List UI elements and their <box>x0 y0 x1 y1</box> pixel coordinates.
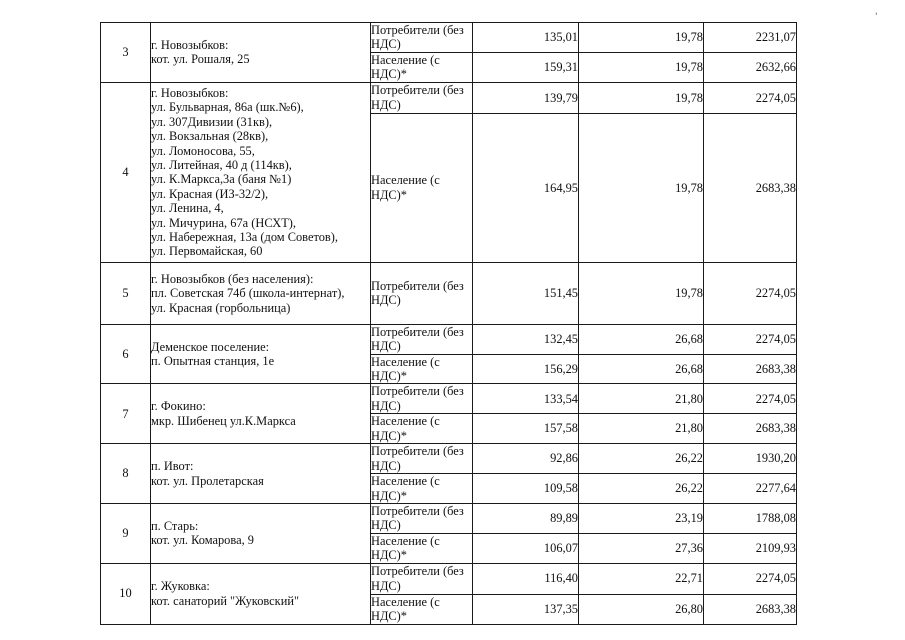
address-cell: п. Старь: кот. ул. Комарова, 9 <box>151 504 371 564</box>
value-cell: 23,19 <box>579 504 704 534</box>
table-row <box>101 324 797 354</box>
row-number: 6 <box>101 324 151 384</box>
value-cell: 2231,07 <box>704 23 797 53</box>
value-cell: 26,68 <box>579 354 704 384</box>
address-cell: г. Новозыбков: кот. ул. Рошаля, 25 <box>151 23 371 83</box>
tariff-table <box>100 22 797 625</box>
table-row <box>101 444 797 474</box>
scan-speck: ' <box>875 12 878 22</box>
row-number: 4 <box>101 82 151 262</box>
row-number: 9 <box>101 504 151 564</box>
value-cell: 116,40 <box>473 563 579 594</box>
value-cell: 19,78 <box>579 262 704 324</box>
value-cell: 19,78 <box>579 52 704 82</box>
row-number: 3 <box>101 23 151 83</box>
category-cell: Потребители (без НДС) <box>371 23 473 53</box>
value-cell: 2274,05 <box>704 262 797 324</box>
value-cell: 139,79 <box>473 82 579 113</box>
value-cell: 26,80 <box>579 594 704 624</box>
category-cell: Население (с НДС)* <box>371 113 473 262</box>
category-cell: Население (с НДС)* <box>371 533 473 563</box>
table-row <box>101 82 797 113</box>
value-cell: 2274,05 <box>704 324 797 354</box>
value-cell: 1788,08 <box>704 504 797 534</box>
value-cell: 2277,64 <box>704 474 797 504</box>
category-cell: Потребители (без НДС) <box>371 504 473 534</box>
category-cell: Потребители (без НДС) <box>371 563 473 594</box>
value-cell: 19,78 <box>579 23 704 53</box>
row-number: 7 <box>101 384 151 444</box>
category-cell: Потребители (без НДС) <box>371 82 473 113</box>
value-cell: 2683,38 <box>704 414 797 444</box>
value-cell: 2683,38 <box>704 354 797 384</box>
value-cell: 2274,05 <box>704 82 797 113</box>
address-cell: г. Новозыбков (без населения): пл. Советская 74б (школа-интернат), ул. Красная (горбольница) <box>151 262 371 324</box>
value-cell: 27,36 <box>579 533 704 563</box>
row-number: 5 <box>101 262 151 324</box>
value-cell: 109,58 <box>473 474 579 504</box>
value-cell: 26,22 <box>579 444 704 474</box>
value-cell: 21,80 <box>579 384 704 414</box>
table-row <box>101 262 797 324</box>
value-cell: 26,68 <box>579 324 704 354</box>
category-cell: Потребители (без НДС) <box>371 262 473 324</box>
category-cell: Население (с НДС)* <box>371 474 473 504</box>
value-cell: 21,80 <box>579 414 704 444</box>
category-cell: Потребители (без НДС) <box>371 324 473 354</box>
value-cell: 19,78 <box>579 113 704 262</box>
value-cell: 133,54 <box>473 384 579 414</box>
value-cell: 2109,93 <box>704 533 797 563</box>
table-row <box>101 504 797 534</box>
value-cell: 106,07 <box>473 533 579 563</box>
table-row <box>101 384 797 414</box>
category-cell: Потребители (без НДС) <box>371 444 473 474</box>
table-row <box>101 563 797 594</box>
value-cell: 26,22 <box>579 474 704 504</box>
value-cell: 132,45 <box>473 324 579 354</box>
category-cell: Население (с НДС)* <box>371 354 473 384</box>
value-cell: 2632,66 <box>704 52 797 82</box>
value-cell: 2274,05 <box>704 563 797 594</box>
category-cell: Население (с НДС)* <box>371 52 473 82</box>
value-cell: 151,45 <box>473 262 579 324</box>
value-cell: 2683,38 <box>704 113 797 262</box>
value-cell: 137,35 <box>473 594 579 624</box>
row-number: 8 <box>101 444 151 504</box>
address-cell: г. Новозыбков: ул. Бульварная, 86а (шк.№6), ул. 307Дивизии (31кв), ул. Вокзальная (28кв), ул. Ломоносова, 55, ул. Литейная, 40 д (114кв), ул. К.Маркса,3а (баня №1) ул. Красная (ИЗ-32/2), ул. Ленина, 4, ул. Мичурина, 67а (НСХТ), ул. Набережная, 13а (дом Советов), ул. Первомайская, 60 <box>151 82 371 262</box>
value-cell: 92,86 <box>473 444 579 474</box>
address-cell: п. Ивот: кот. ул. Пролетарская <box>151 444 371 504</box>
value-cell: 157,58 <box>473 414 579 444</box>
value-cell: 164,95 <box>473 113 579 262</box>
value-cell: 2274,05 <box>704 384 797 414</box>
address-cell: г. Жуковка: кот. санаторий "Жуковский" <box>151 563 371 624</box>
address-cell: Деменское поселение: п. Опытная станция, 1е <box>151 324 371 384</box>
value-cell: 89,89 <box>473 504 579 534</box>
value-cell: 19,78 <box>579 82 704 113</box>
row-number: 10 <box>101 563 151 624</box>
value-cell: 1930,20 <box>704 444 797 474</box>
address-cell: г. Фокино: мкр. Шибенец ул.К.Маркса <box>151 384 371 444</box>
category-cell: Население (с НДС)* <box>371 594 473 624</box>
value-cell: 135,01 <box>473 23 579 53</box>
value-cell: 159,31 <box>473 52 579 82</box>
value-cell: 2683,38 <box>704 594 797 624</box>
category-cell: Потребители (без НДС) <box>371 384 473 414</box>
category-cell: Население (с НДС)* <box>371 414 473 444</box>
table-row <box>101 23 797 53</box>
value-cell: 22,71 <box>579 563 704 594</box>
value-cell: 156,29 <box>473 354 579 384</box>
